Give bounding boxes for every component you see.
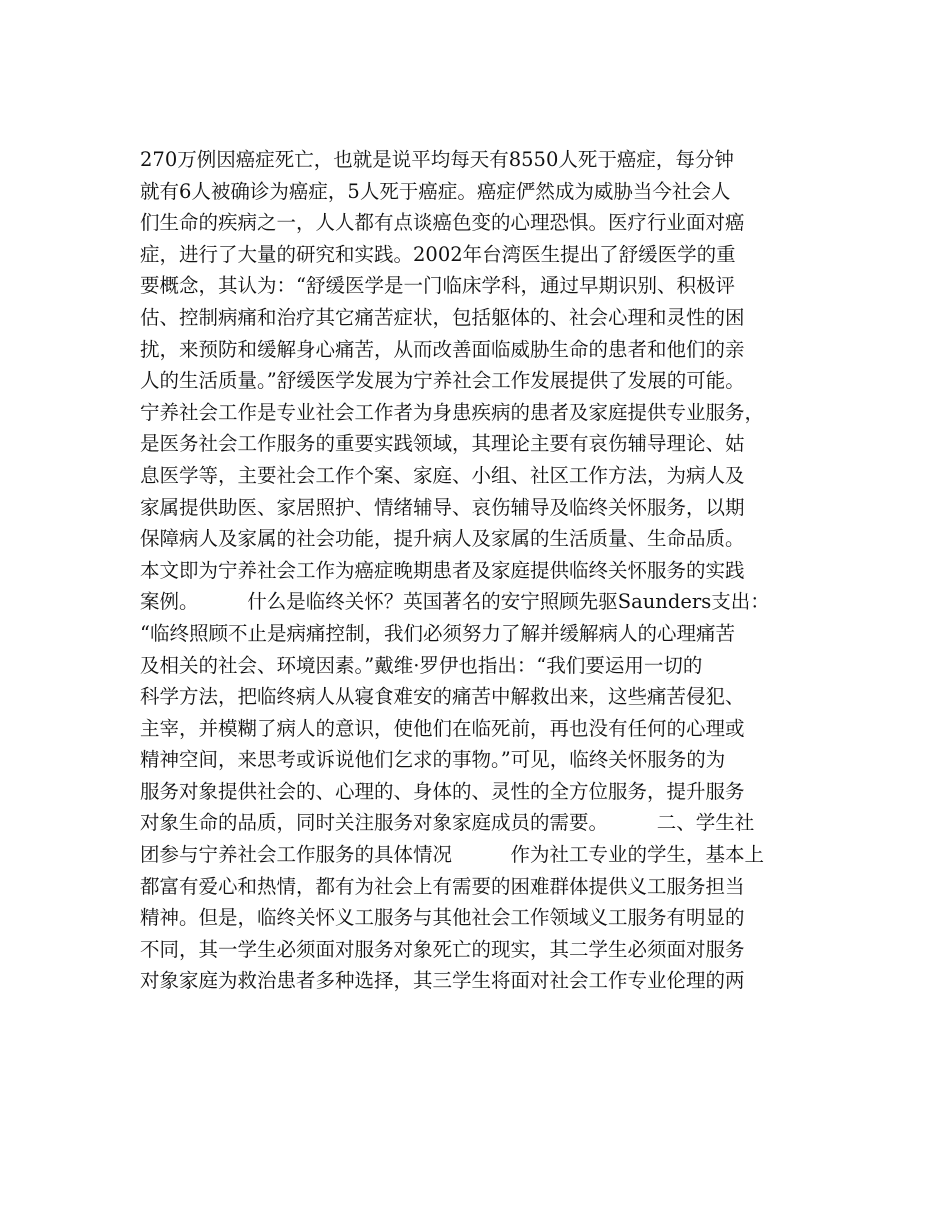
text-line: “临终照顾不止是病痛控制，我们必须努力了解并缓解病人的心理痛苦 (140, 621, 735, 645)
text-line: 科学方法，把临终病人从寝食难安的痛苦中解救出来，这些痛苦侵犯、 (140, 685, 745, 709)
text-line: 精神。但是，临终关怀义工服务与其他社会工作领域义工服务有明显的 (140, 906, 745, 930)
text-line: 及相关的社会、环境因素。”戴维·罗伊也指出：“我们要运用一切的 (140, 653, 703, 677)
text-line: 要概念，其认为：“舒缓医学是一门临床学科，通过早期识别、积极评 (140, 274, 735, 298)
text-line: 不同，其一学生必须面对服务对象死亡的现实，其二学生必须面对服务 (140, 937, 745, 961)
text-line: 精神空间，来思考或诉说他们乞求的事物。”可见，临终关怀服务的为 (140, 748, 726, 772)
text-line: 宁养社会工作是专业社会工作者为身患疾病的患者及家庭提供专业服务， (140, 400, 765, 424)
body-text (140, 144, 830, 997)
text-line: 对象家庭为救治患者多种选择，其三学生将面对社会工作专业伦理的两 (140, 969, 745, 993)
text-line: 本文即为宁养社会工作为癌症晚期患者及家庭提供临终关怀服务的实践 (140, 558, 745, 582)
text-line: 家属提供助医、家居照护、情绪辅导、哀伤辅导及临终关怀服务，以期 (140, 495, 745, 519)
text-line: 们生命的疾病之一，人人都有点谈癌色变的心理恐惧。医疗行业面对癌 (140, 211, 745, 235)
text-line: 案例。 什么是临终关怀？英国著名的安宁照顾先驱Saunders支出： (140, 590, 770, 614)
text-line: 人的生活质量。”舒缓医学发展为宁养社会工作发展提供了发展的可能。 (140, 369, 745, 393)
text-line: 对象生命的品质，同时关注服务对象家庭成员的需要。 二、学生社 (140, 811, 755, 835)
text-line: 主宰，并模糊了病人的意识，使他们在临死前，再也没有任何的心理或 (140, 716, 745, 740)
text-line: 症，进行了大量的研究和实践。2002年台湾医生提出了舒缓医学的重 (140, 242, 736, 266)
text-line: 团参与宁养社会工作服务的具体情况 作为社工专业的学生，基本上 (140, 843, 765, 867)
text-line: 保障病人及家属的社会功能，提升病人及家属的生活质量、生命品质。 (140, 527, 745, 551)
text-line: 服务对象提供社会的、心理的、身体的、灵性的全方位服务，提升服务 (140, 779, 745, 803)
text-line: 就有6人被确诊为癌症，5人死于癌症。癌症俨然成为威胁当今社会人 (140, 179, 731, 203)
text-line: 都富有爱心和热情，都有为社会上有需要的困难群体提供义工服务担当 (140, 874, 745, 898)
text-line: 扰，来预防和缓解身心痛苦，从而改善面临威胁生命的患者和他们的亲 (140, 337, 745, 361)
text-line: 是医务社会工作服务的重要实践领域，其理论主要有哀伤辅导理论、姑 (140, 432, 745, 456)
text-line: 估、控制病痛和治疗其它痛苦症状，包括躯体的、社会心理和灵性的困 (140, 305, 745, 329)
text-line: 270万例因癌症死亡，也就是说平均每天有8550人死于癌症，每分钟 (140, 148, 734, 171)
text-line: 息医学等，主要社会工作个案、家庭、小组、社区工作方法，为病人及 (140, 463, 745, 487)
